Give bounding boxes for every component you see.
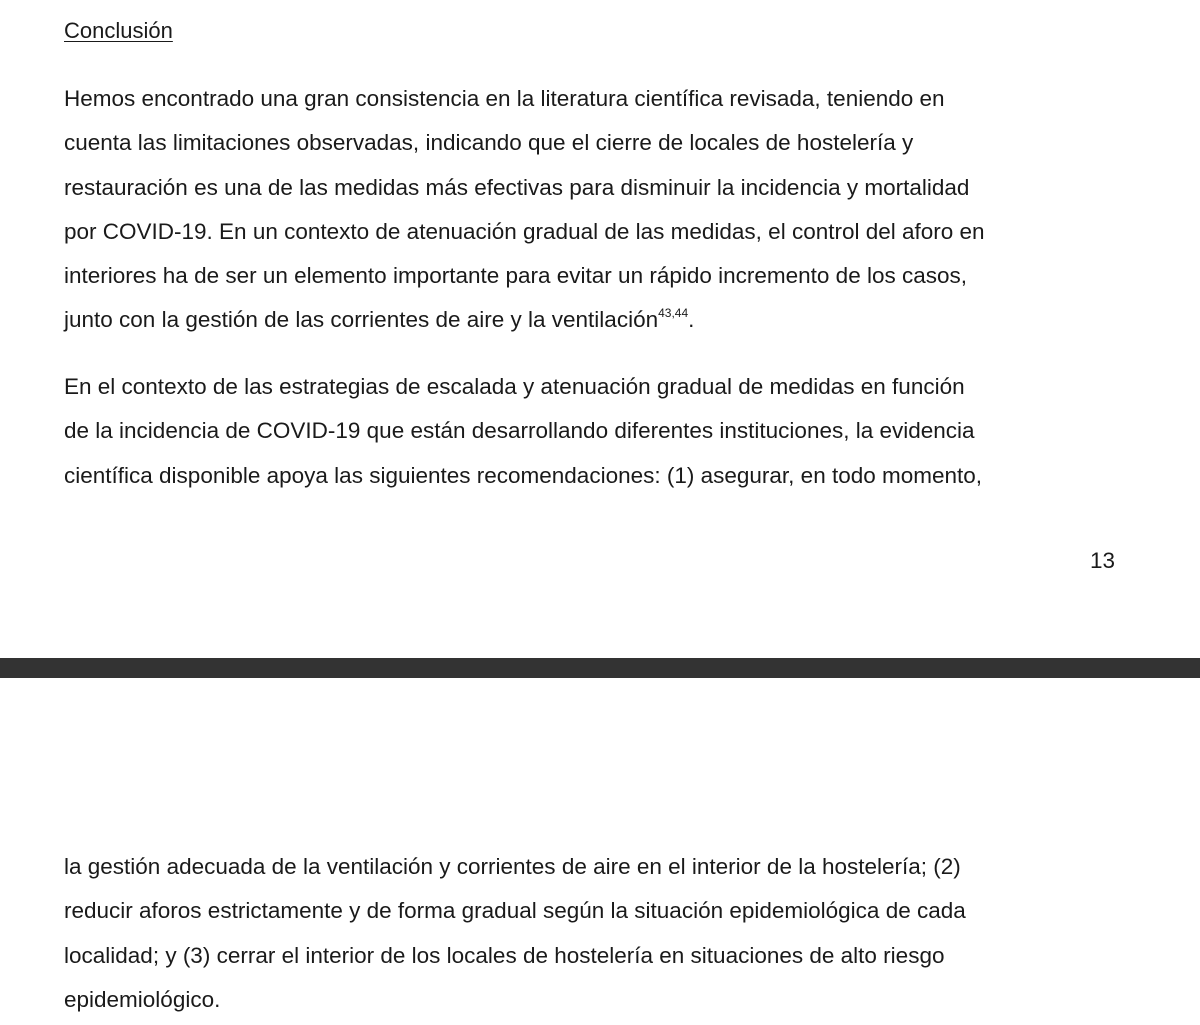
conclusion-paragraph-2 (64, 365, 1144, 498)
document-page-bottom (0, 678, 1200, 1025)
conclusion-paragraph-1 (64, 77, 1144, 343)
text-line: interiores ha de ser un elemento importante para evitar un rápido incremento de los casos, (64, 263, 967, 289)
text-line: la gestión adecuada de la ventilación y corrientes de aire en el interior de la hostelería; (2) (64, 854, 961, 879)
text-line: por COVID-19. En un contexto de atenuación gradual de las medidas, el control del aforo en (64, 218, 985, 244)
text-line: En el contexto de las estrategias de escalada y atenuación gradual de medidas en función (64, 374, 965, 399)
page-number: 13 (1089, 548, 1115, 573)
page-separator (0, 658, 1200, 678)
text-line-content: junto con la gestión de las corrientes de aire y la ventilación (64, 307, 659, 333)
text-line-with-citation (64, 298, 1144, 342)
text-line: científica disponible apoya las siguientes recomendaciones: (1) asegurar, en todo momento, (64, 462, 983, 488)
continued-paragraph (64, 845, 1144, 1022)
sentence-end: . (688, 307, 695, 333)
text-line: localidad; y (3) cerrar el interior de los locales de hostelería en situaciones de alto riesgo (64, 942, 945, 968)
text-line: restauración es una de las medidas más efectivas para disminuir la incidencia y mortalidad (64, 174, 970, 200)
citation-superscript: 43,44 (658, 306, 689, 321)
text-line: de la incidencia de COVID-19 que están desarrollando diferentes instituciones, la evidencia (64, 418, 975, 444)
text-line: reducir aforos estrictamente y de forma gradual según la situación epidemiológica de cada (64, 898, 966, 924)
text-line: epidemiológico. (64, 986, 221, 1012)
text-line: Hemos encontrado una gran consistencia en la literatura científica revisada, teniendo en (64, 86, 945, 111)
section-heading: Conclusión (64, 18, 173, 43)
text-line: cuenta las limitaciones observadas, indicando que el cierre de locales de hostelería y (64, 130, 914, 156)
